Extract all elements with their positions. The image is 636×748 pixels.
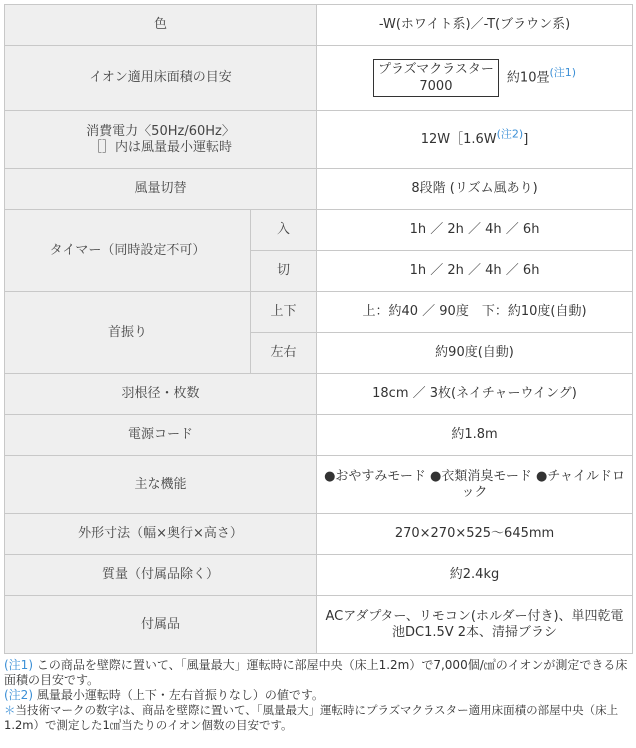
row-dimensions bbox=[5, 514, 633, 555]
value-timer-off: 1h ／ 2h ／ 4h ／ 6h bbox=[317, 251, 633, 292]
footnotes bbox=[4, 658, 632, 733]
row-cord bbox=[5, 415, 633, 456]
value-color: -W(ホワイト系)／-T(ブラウン系) bbox=[317, 5, 633, 46]
value-dimensions: 270×270×525～645mm bbox=[317, 514, 633, 555]
label-power bbox=[5, 111, 317, 169]
value-swing-horizontal: 約90度(自動) bbox=[317, 333, 633, 374]
value-functions: ●おやすみモード ●衣類消臭モード ●チャイルドロック bbox=[317, 456, 633, 514]
label-airflow: 風量切替 bbox=[5, 169, 317, 210]
value-swing-vertical: 上：約40 ／ 90度 下：約10度(自動) bbox=[317, 292, 633, 333]
power-label-line1: 消費電力〈50Hz/60Hz〉 bbox=[86, 123, 235, 139]
label-functions: 主な機能 bbox=[5, 456, 317, 514]
row-blade bbox=[5, 374, 633, 415]
row-timer-on bbox=[5, 210, 633, 251]
value-airflow: 8段階 (リズム風あり) bbox=[317, 169, 633, 210]
value-cord: 約1.8m bbox=[317, 415, 633, 456]
footnote-1-text: この商品を壁際に置いて、「風量最大」運転時に部屋中央（床上1.2m）で7,000個/㎤のイオンが測定できる床面積の目安です。 bbox=[4, 658, 628, 687]
power-label-line2: ［］内は風量最小運転時 bbox=[89, 139, 233, 155]
label-timer-off: 切 bbox=[251, 251, 317, 292]
row-color bbox=[5, 5, 633, 46]
row-ion-area bbox=[5, 46, 633, 111]
row-swing-vertical bbox=[5, 292, 633, 333]
label-weight: 質量（付属品除く） bbox=[5, 555, 317, 596]
mark-note bbox=[4, 703, 632, 733]
power-value: 12W［1.6W bbox=[420, 131, 497, 147]
label-blade: 羽根径・枚数 bbox=[5, 374, 317, 415]
footnote-1 bbox=[4, 658, 632, 688]
label-swing: 首振り bbox=[5, 292, 251, 374]
footnote-2 bbox=[4, 688, 632, 703]
label-ion-area: イオン適用床面積の目安 bbox=[5, 46, 317, 111]
ion-area-value: 約10畳 bbox=[506, 70, 550, 86]
label-swing-vertical: 上下 bbox=[251, 292, 317, 333]
row-weight bbox=[5, 555, 633, 596]
footnote-2-text: 風量最小運転時（上下・左右首振りなし）の値です。 bbox=[33, 688, 324, 702]
badge-line2: 7000 bbox=[419, 79, 453, 94]
label-timer-on: 入 bbox=[251, 210, 317, 251]
value-blade: 18cm ／ 3枚(ネイチャーウイング) bbox=[317, 374, 633, 415]
mark-note-text: 当技術マークの数字は、商品を壁際に置いて、「風量最大」運転時にプラズマクラスター適用床面積の部屋中央（床上1.2m）で測定した1㎤当たりのイオン個数の目安です。 bbox=[4, 703, 619, 732]
row-accessories bbox=[5, 596, 633, 654]
spec-table bbox=[4, 4, 633, 654]
power-value-end: ] bbox=[523, 131, 529, 147]
note2-link[interactable]: (注2) bbox=[496, 127, 524, 141]
footnote-1-ref: (注1) bbox=[4, 658, 33, 672]
row-airflow bbox=[5, 169, 633, 210]
row-power bbox=[5, 111, 633, 169]
plasmacluster-badge bbox=[373, 59, 499, 97]
badge-line1: プラズマクラスター bbox=[377, 62, 494, 77]
value-weight: 約2.4kg bbox=[317, 555, 633, 596]
row-functions bbox=[5, 456, 633, 514]
value-power bbox=[317, 111, 633, 169]
footnote-2-ref: (注2) bbox=[4, 688, 33, 702]
label-dimensions: 外形寸法（幅×奥行×高さ） bbox=[5, 514, 317, 555]
value-timer-on: 1h ／ 2h ／ 4h ／ 6h bbox=[317, 210, 633, 251]
label-color: 色 bbox=[5, 5, 317, 46]
label-timer: タイマー（同時設定不可） bbox=[5, 210, 251, 292]
note1-link[interactable]: (注1) bbox=[549, 66, 577, 80]
label-accessories: 付属品 bbox=[5, 596, 317, 654]
asterisk-icon: ＊ bbox=[4, 703, 16, 717]
label-cord: 電源コード bbox=[5, 415, 317, 456]
value-ion-area bbox=[317, 46, 633, 111]
label-swing-horizontal: 左右 bbox=[251, 333, 317, 374]
value-accessories: ACアダプター、リモコン(ホルダー付き)、単四乾電池DC1.5V 2本、清掃ブラシ bbox=[317, 596, 633, 654]
